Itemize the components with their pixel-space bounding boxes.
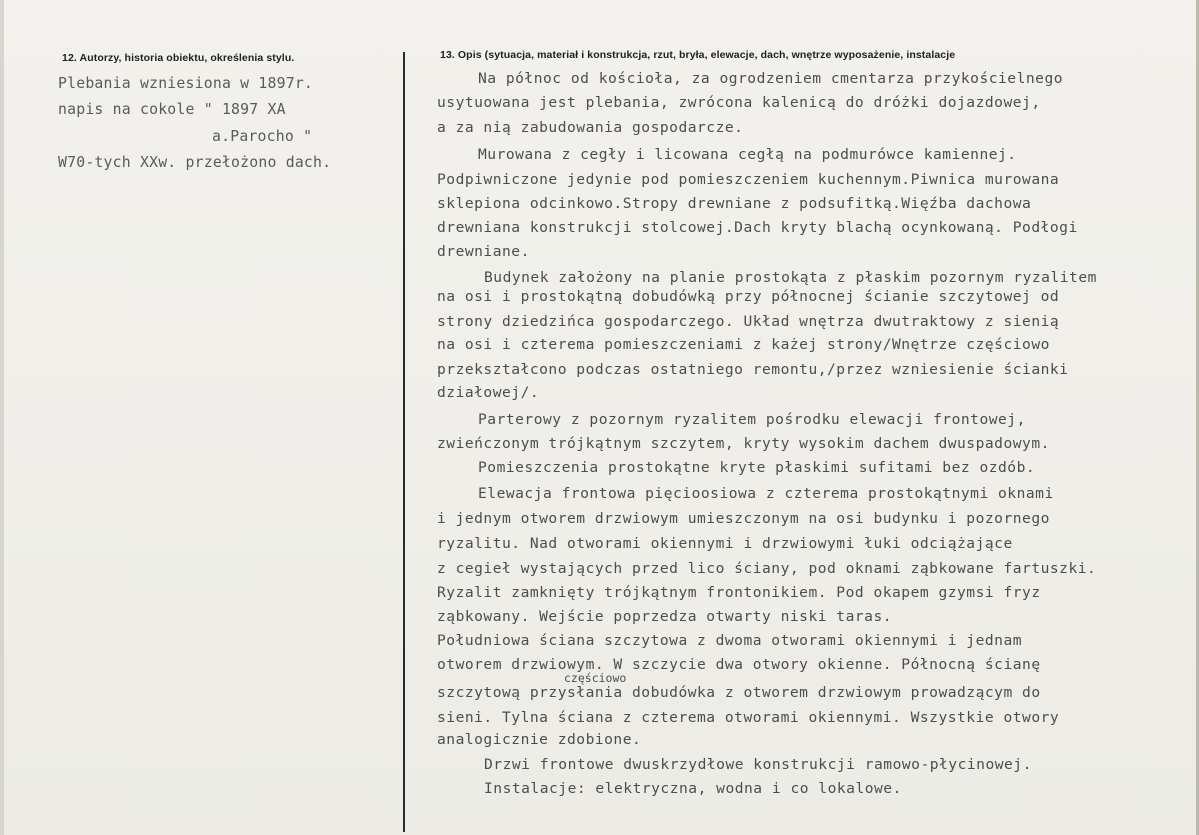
description-line: Parterowy z pozornym ryzalitem pośrodku elewacji frontowej, xyxy=(478,411,1026,428)
description-line: Drzwi frontowe dwuskrzydłowe konstrukcji ramowo-płycinowej. xyxy=(484,756,1032,773)
description-line: usytuowana jest plebania, zwrócona kalenicą do dróżki dojazdowej, xyxy=(437,94,1041,111)
description-line: działowej/. xyxy=(437,384,540,401)
description-line: na osi i czterema pomieszczeniami z każej strony/Wnętrze częściowo xyxy=(437,336,1050,353)
history-line: W70-tych XXw. przełożono dach. xyxy=(58,154,332,171)
description-line: Ryzalit zamknięty trójkątnym frontonikiem. Pod okapem gzymsi fryz xyxy=(437,584,1041,601)
description-line: na osi i prostokątną dobudówką przy północnej ścianie szczytowej od xyxy=(437,288,1060,305)
description-line: Pomieszczenia prostokątne kryte płaskimi sufitami bez ozdób. xyxy=(478,459,1036,476)
history-line: Plebania wzniesiona w 1897r. xyxy=(58,75,314,92)
description-line: ryzalitu. Nad otworami okiennymi i drzwiowymi łuki odciążające xyxy=(437,535,1013,552)
description-line: Elewacja frontowa pięcioosiowa z czterema prostokątnymi oknami xyxy=(478,485,1054,502)
handwritten-insertion: częściowo xyxy=(564,671,627,685)
section-13-header: 13. Opis (sytuacja, materiał i konstrukcja, rzut, bryła, elewacje, dach, wnętrze wyposażenie, instalacje xyxy=(440,49,956,61)
description-line: analogicznie zdobione. xyxy=(437,731,642,748)
description-line: Instalacje: elektryczna, wodna i co lokalowe. xyxy=(484,780,902,797)
description-line: drewniana konstrukcji stolcowej.Dach kryty blachą ocynkowaną. Podłogi xyxy=(437,219,1078,236)
paper-edge xyxy=(0,0,4,835)
description-line: a za nią zabudowania gospodarcze. xyxy=(437,119,744,136)
description-line: Południowa ściana szczytowa z dwoma otworami okiennymi i jednam xyxy=(437,632,1023,649)
description-line: z cegieł wystających przed lico ściany, pod oknami ząbkowane fartuszki. xyxy=(437,560,1097,577)
description-line: sieni. Tylna ściana z czterema otworami okiennymi. Wszystkie otwory xyxy=(437,709,1060,726)
column-divider xyxy=(403,52,405,832)
section-12-header: 12. Autorzy, historia obiektu, określenia stylu. xyxy=(62,52,295,64)
description-line: drewniane. xyxy=(437,243,530,260)
description-line: strony dziedzińca gospodarczego. Układ wnętrza dwutraktowy z sienią xyxy=(437,313,1060,330)
description-line: zwieńczonym trójkątnym szczytem, kryty wysokim dachem dwuspadowym. xyxy=(437,435,1050,452)
history-line: napis na cokole " 1897 XA xyxy=(58,101,286,118)
description-line: ząbkowany. Wejście poprzedza otwarty niski taras. xyxy=(437,608,893,625)
description-line: Na północ od kościoła, za ogrodzeniem cmentarza przykościelnego xyxy=(478,70,1064,87)
description-line: przekształcono podczas ostatniego remontu,/przez wzniesienie ścianki xyxy=(437,361,1069,378)
description-line: sklepiona odcinkowo.Stropy drewniane z podsufitką.Więźba dachowa xyxy=(437,195,1032,212)
history-line: a.Parocho " xyxy=(212,128,313,145)
description-line: otworem drzwiowym. W szczycie dwa otwory okienne. Północną ścianę xyxy=(437,656,1041,673)
description-line: szczytową przysłania dobudówka z otworem drzwiowym prowadzącym do xyxy=(437,684,1041,701)
description-line: Budynek założony na planie prostokąta z płaskim pozornym ryzalitem xyxy=(484,269,1097,286)
description-line: i jednym otworem drzwiowym umieszczonym na osi budynku i pozornego xyxy=(437,510,1050,527)
description-line: Podpiwniczone jedynie pod pomieszczeniem kuchennym.Piwnica murowana xyxy=(437,171,1060,188)
description-line: Murowana z cegły i licowana cegłą na podmurówce kamiennej. xyxy=(478,146,1017,163)
